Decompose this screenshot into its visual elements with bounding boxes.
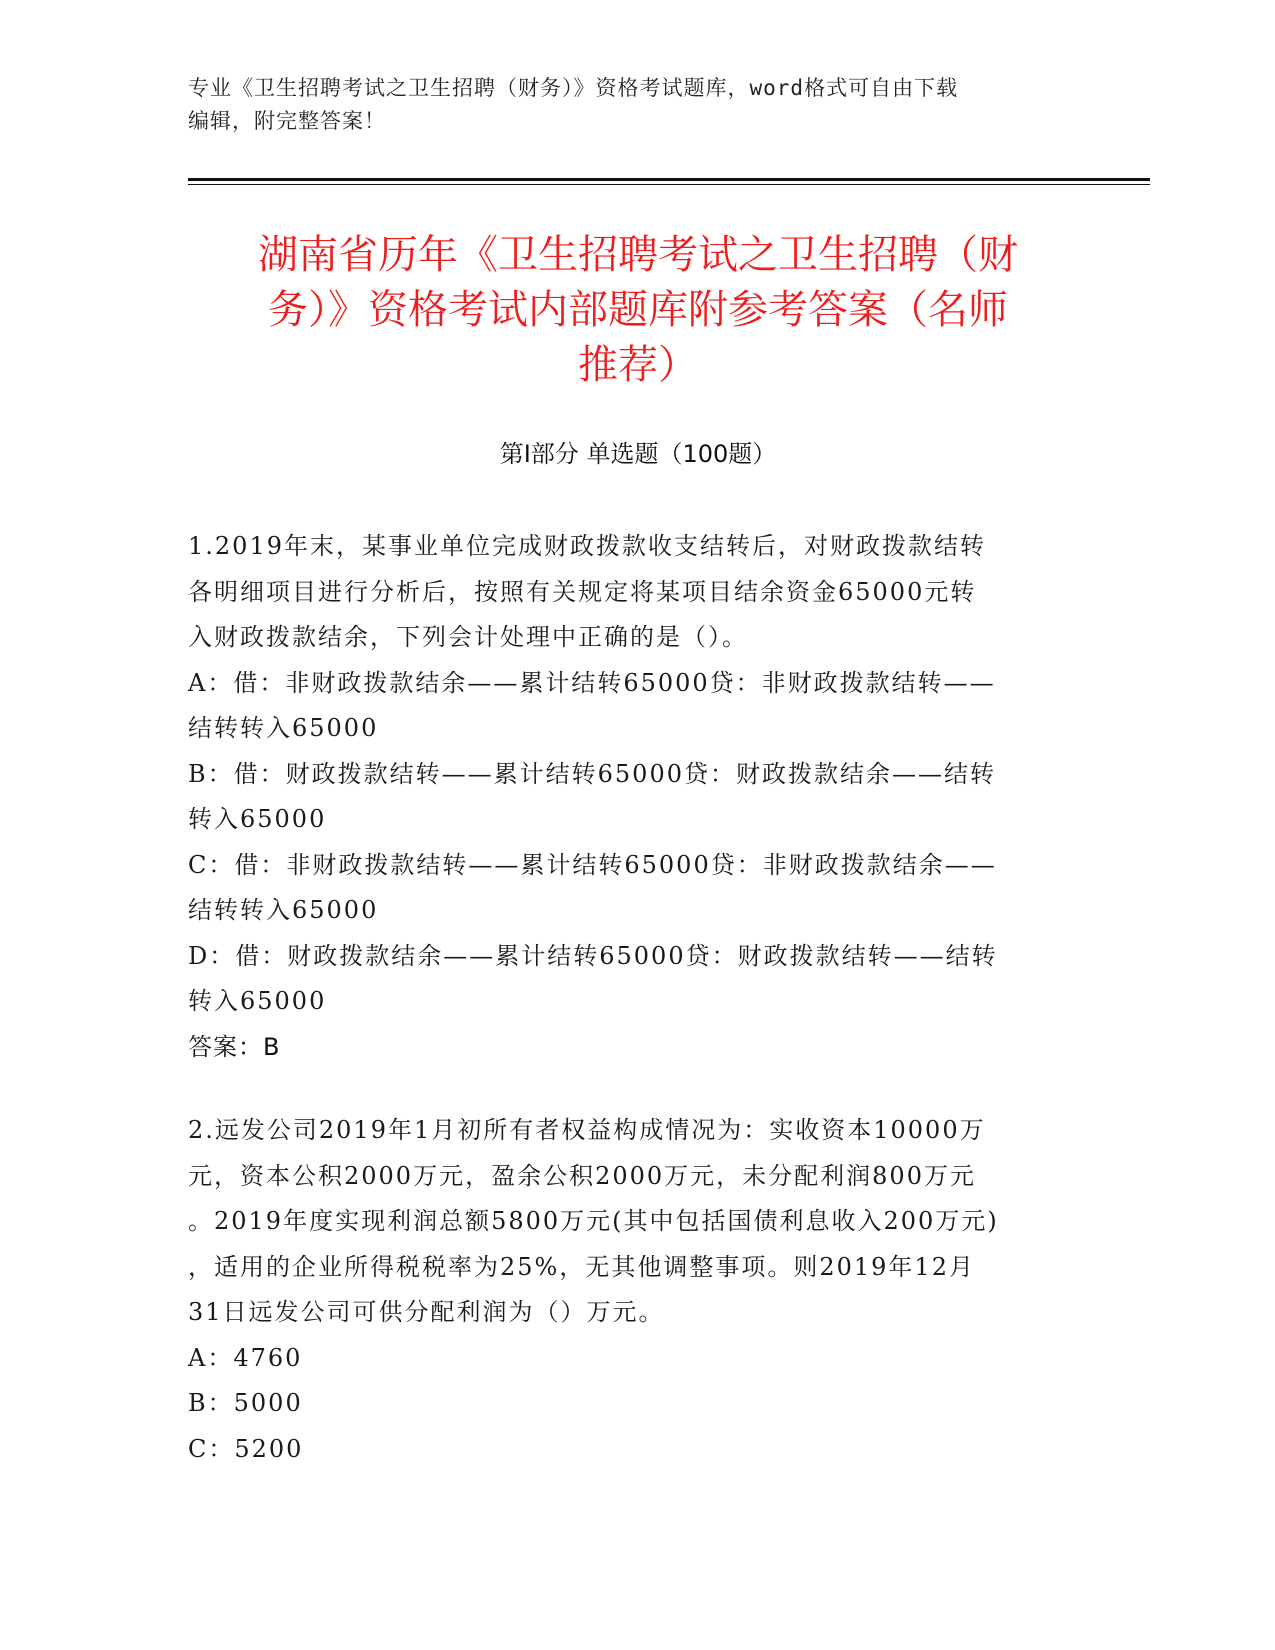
option-d-line: D：借：财政拨款结余——累计结转65000贷：财政拨款结转——结转 bbox=[188, 941, 998, 970]
option-b-line: B：借：财政拨款结转——累计结转65000贷：财政拨款结余——结转 bbox=[188, 759, 996, 788]
option-d-line: 转入65000 bbox=[188, 987, 327, 1015]
document-title bbox=[188, 228, 1088, 393]
header-note-line-2: 编辑，附完整答案！ bbox=[188, 109, 386, 133]
option-a-line: A：借：非财政拨款结余——累计结转65000贷：非财政拨款结转—— bbox=[188, 668, 996, 697]
document-title-line-3: 推荐） bbox=[578, 342, 698, 388]
question-stem-line: 。2019年度实现利润总额5800万元(其中包括国债利息收入200万元) bbox=[188, 1207, 999, 1235]
document-title-line-1: 湖南省历年《卫生招聘考试之卫生招聘（财 bbox=[258, 232, 1018, 278]
header-divider-thick bbox=[188, 178, 1150, 181]
question-stem-line: 入财政拨款结余，下列会计处理中正确的是（）。 bbox=[188, 623, 748, 651]
option-a-line: 结转转入65000 bbox=[188, 714, 379, 742]
option-b-line: B：5000 bbox=[188, 1389, 303, 1417]
question-stem-line: 元，资本公积2000万元，盈余公积2000万元，未分配利润800万元 bbox=[188, 1161, 976, 1190]
answer-label: 答案：B bbox=[188, 1032, 281, 1061]
question-stem-line: ，适用的企业所得税税率为25%，无其他调整事项。则2019年12月 bbox=[188, 1252, 975, 1281]
header-divider-thin bbox=[188, 184, 1150, 185]
header-note-line-1: 专业《卫生招聘考试之卫生招聘（财务）》资格考试题库，word格式可自由下载 bbox=[188, 76, 959, 100]
document-title-line-2: 务）》资格考试内部题库附参考答案（名师 bbox=[268, 287, 1008, 333]
option-c-line: C：借：非财政拨款结转——累计结转65000贷：非财政拨款结余—— bbox=[188, 850, 997, 879]
question-stem-line: 31日远发公司可供分配利润为（）万元。 bbox=[188, 1298, 665, 1326]
question-stem-line: 1.2019年末，某事业单位完成财政拨款收支结转后，对财政拨款结转 bbox=[188, 532, 986, 560]
option-c-line: C：5200 bbox=[188, 1434, 304, 1463]
question-1 bbox=[188, 524, 1088, 1070]
option-b-line: 转入65000 bbox=[188, 805, 327, 833]
question-stem-line: 2.远发公司2019年1月初所有者权益构成情况为：实收资本10000万 bbox=[188, 1116, 986, 1144]
section-heading: 第Ⅰ部分 单选题（100题） bbox=[499, 440, 777, 468]
option-c-line: 结转转入65000 bbox=[188, 896, 379, 924]
header-note bbox=[188, 72, 1088, 138]
option-a-line: A：4760 bbox=[188, 1343, 303, 1372]
question-stem-line: 各明细项目进行分析后，按照有关规定将某项目结余资金65000元转 bbox=[188, 577, 977, 606]
question-2 bbox=[188, 1108, 1088, 1472]
